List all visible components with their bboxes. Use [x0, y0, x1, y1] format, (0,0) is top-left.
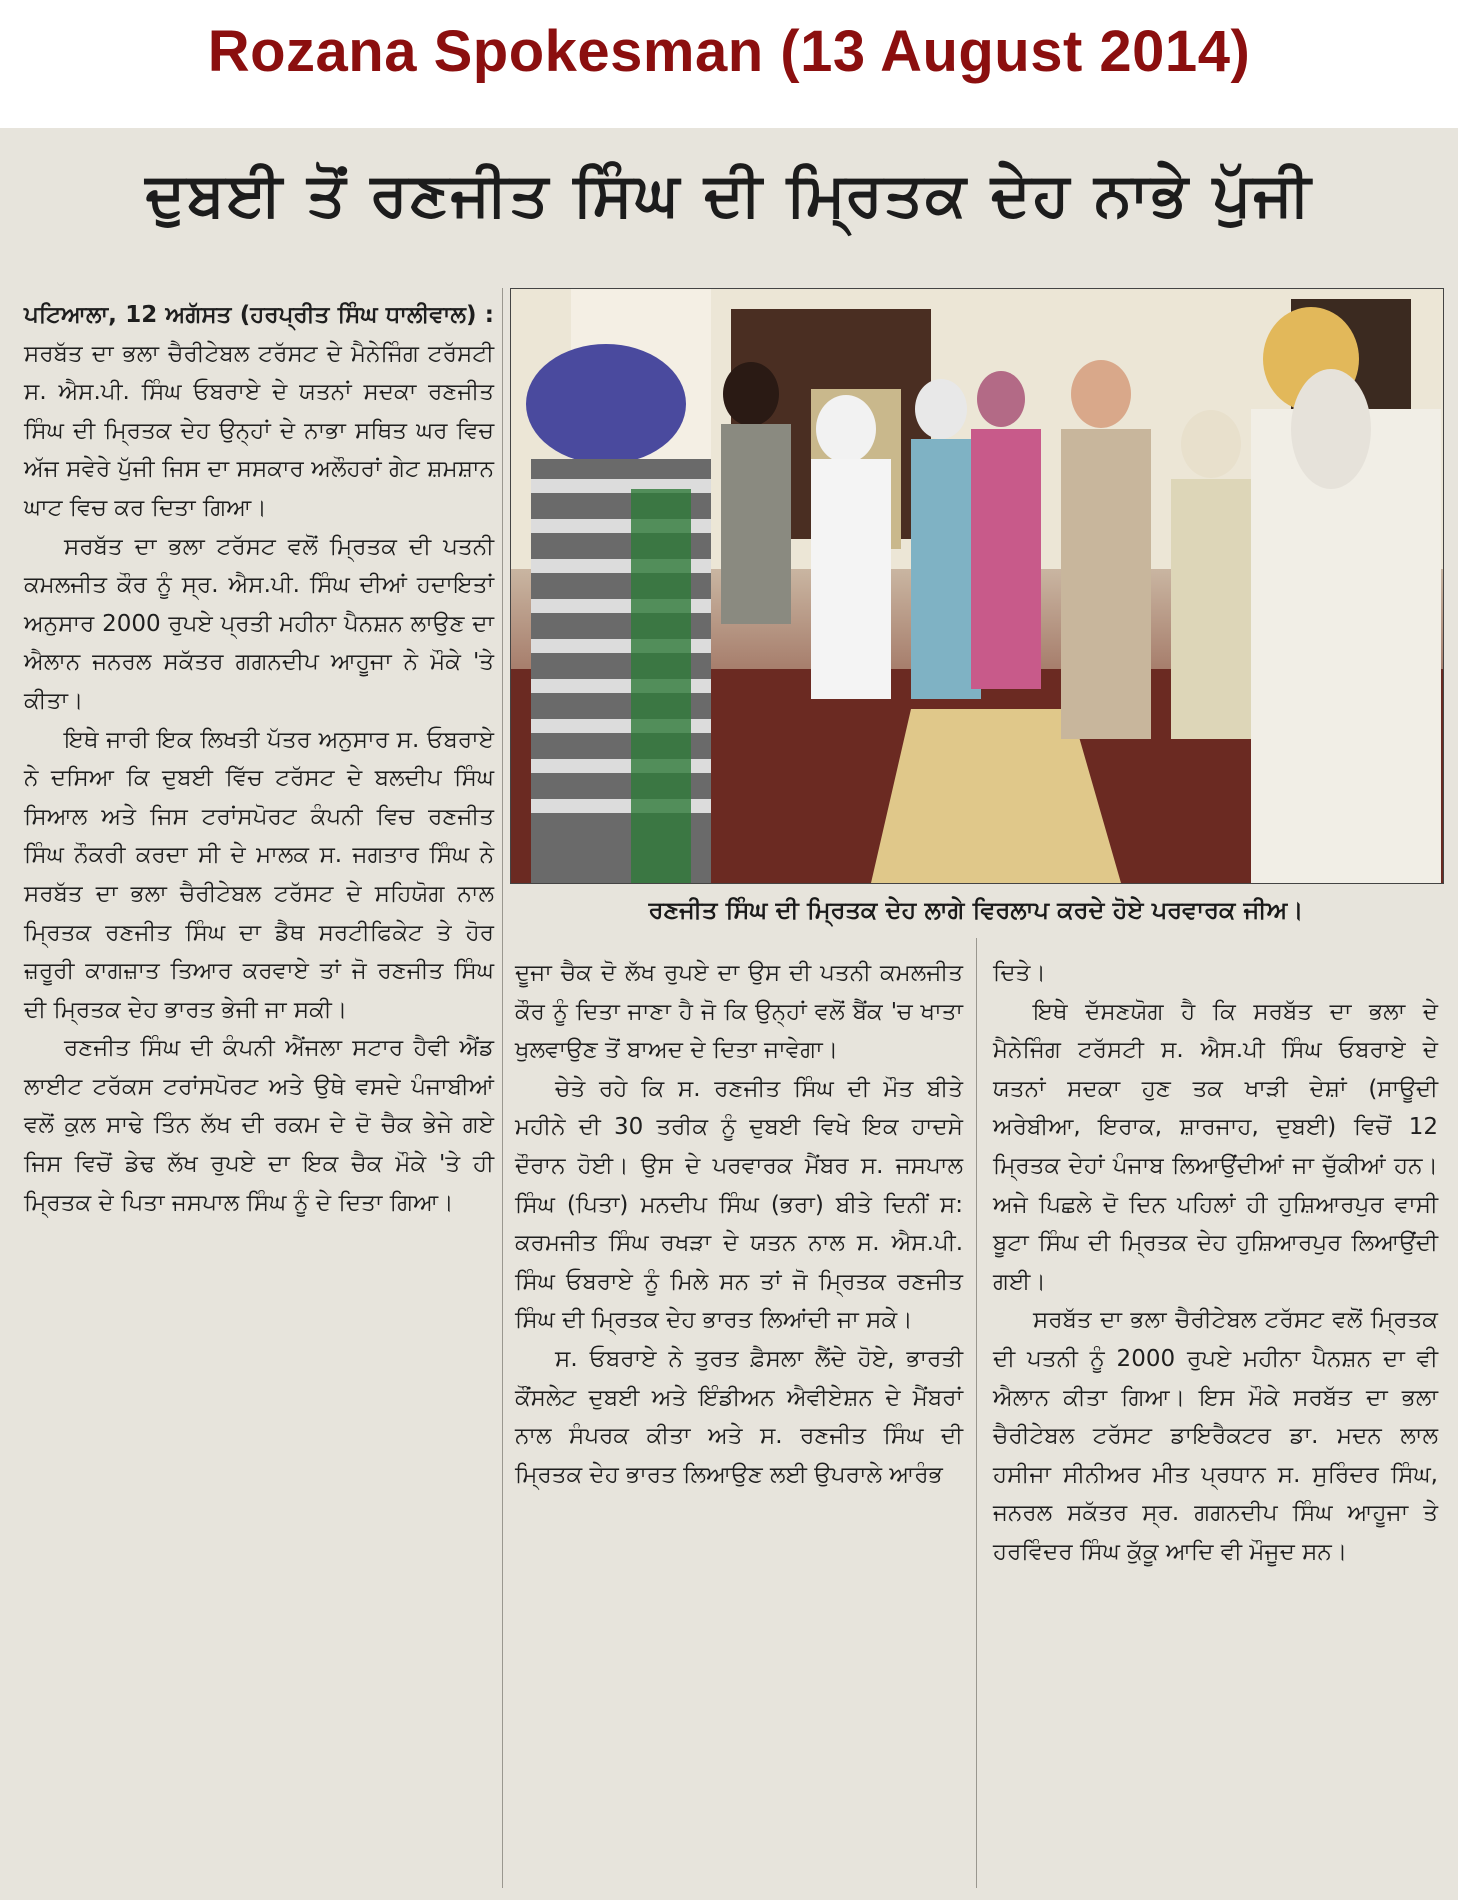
- paragraph-text: ਸਰਬੱਤ ਦਾ ਭਲਾ ਚੈਰੀਟੇਬਲ ਟਰੱਸਟ ਦੇ ਮੈਨੇਜਿੰਗ ਟਰੱਸਟੀ ਸ. ਐਸ.ਪੀ. ਸਿੰਘ ਓਬਰਾਏ ਦੇ ਯਤਨਾਂ ਸਦਕਾ ਰਣਜੀਤ ਸਿੰਘ ਦੀ ਮ੍ਰਿਤਕ ਦੇਹ ਉਨ੍ਹਾਂ ਦੇ ਨਾਭਾ ਸਥਿਤ ਘਰ ਵਿਚ ਅੱਜ ਸਵੇਰੇ ਪੁੱਜੀ ਜਿਸ ਦਾ ਸਸਕਾਰ ਅਲੌਹਰਾਂ ਗੇਟ ਸ਼ਮਸ਼ਾਨ ਘਾਟ ਵਿਚ ਕਰ ਦਿਤਾ ਗਿਆ।: [24, 340, 494, 521]
- source-title: Rozana Spokesman (13 August 2014): [207, 19, 1251, 84]
- column-divider: [502, 288, 503, 1888]
- article-column-2: [515, 954, 963, 1494]
- article-paragraph: ਦਿਤੇ।: [993, 960, 1046, 986]
- article-paragraph: ਇਥੇ ਦੱਸਣਯੋਗ ਹੈ ਕਿ ਸਰਬੱਤ ਦਾ ਭਲਾ ਦੇ ਮੈਨੇਜਿੰਗ ਟਰੱਸਟੀ ਸ. ਐਸ.ਪੀ ਸਿੰਘ ਓਬਰਾਏ ਦੇ ਯਤਨਾਂ ਸਦਕਾ ਹੁਣ ਤਕ ਖਾੜੀ ਦੇਸ਼ਾਂ (ਸਾਊਦੀ ਅਰੇਬੀਆ, ਇਰਾਕ, ਸ਼ਾਰਜਾਹ, ਦੁਬਈ) ਵਿਚੋਂ 12 ਮ੍ਰਿਤਕ ਦੇਹਾਂ ਪੰਜਾਬ ਲਿਆਉਂਦੀਆਂ ਜਾ ਚੁੱਕੀਆਂ ਹਨ। ਅਜੇ ਪਿਛਲੇ ਦੋ ਦਿਨ ਪਹਿਲਾਂ ਹੀ ਹੁਸ਼ਿਆਰਪੁਰ ਵਾਸੀ ਬੂਟਾ ਸਿੰਘ ਦੀ ਮ੍ਰਿਤਕ ਦੇਹ ਹੁਸ਼ਿਆਰਪੁਰ ਲਿਆਉਂਦੀ ਗਈ।: [993, 998, 1438, 1295]
- article-column-1: [24, 296, 494, 1222]
- article-paragraph: ਚੇਤੇ ਰਹੇ ਕਿ ਸ. ਰਣਜੀਤ ਸਿੰਘ ਦੀ ਮੌਤ ਬੀਤੇ ਮਹੀਨੇ ਦੀ 30 ਤਰੀਕ ਨੂੰ ਦੁਬਈ ਵਿਖੇ ਇਕ ਹਾਦਸੇ ਦੌਰਾਨ ਹੋਈ। ਉਸ ਦੇ ਪਰਵਾਰਕ ਮੈਂਬਰ ਸ. ਜਸਪਾਲ ਸਿੰਘ (ਪਿਤਾ) ਮਨਦੀਪ ਸਿੰਘ (ਭਰਾ) ਬੀਤੇ ਦਿਨੀਂ ਸ: ਕਰਮਜੀਤ ਸਿੰਘ ਰਖੜਾ ਦੇ ਯਤਨ ਨਾਲ ਸ. ਐਸ.ਪੀ. ਸਿੰਘ ਓਬਰਾਏ ਨੂੰ ਮਿਲੇ ਸਨ ਤਾਂ ਜੋ ਮ੍ਰਿਤਕ ਰਣਜੀਤ ਸਿੰਘ ਦੀ ਮ੍ਰਿਤਕ ਦੇਹ ਭਾਰਤ ਲਿਆਂਦੀ ਜਾ ਸਕੇ।: [515, 1075, 963, 1334]
- article-paragraph: ਇਥੇ ਜਾਰੀ ਇਕ ਲਿਖਤੀ ਪੱਤਰ ਅਨੁਸਾਰ ਸ. ਓਬਰਾਏ ਨੇ ਦਸਿਆ ਕਿ ਦੁਬਈ ਵਿੱਚ ਟਰੱਸਟ ਦੇ ਬਲਦੀਪ ਸਿੰਘ ਸਿਆਲ ਅਤੇ ਜਿਸ ਟਰਾਂਸਪੋਰਟ ਕੰਪਨੀ ਵਿਚ ਰਣਜੀਤ ਸਿੰਘ ਨੌਕਰੀ ਕਰਦਾ ਸੀ ਦੇ ਮਾਲਕ ਸ. ਜਗਤਾਰ ਸਿੰਘ ਨੇ ਸਰਬੱਤ ਦਾ ਭਲਾ ਚੈਰੀਟੇਬਲ ਟਰੱਸਟ ਦੇ ਸਹਿਯੋਗ ਨਾਲ ਮ੍ਰਿਤਕ ਰਣਜੀਤ ਸਿੰਘ ਦਾ ਡੈਥ ਸਰਟੀਫਿਕੇਟ ਤੇ ਹੋਰ ਜ਼ਰੂਰੀ ਕਾਗਜ਼ਾਤ ਤਿਆਰ ਕਰਵਾਏ ਤਾਂ ਜੋ ਰਣਜੀਤ ਸਿੰਘ ਦੀ ਮ੍ਰਿਤਕ ਦੇਹ ਭਾਰਤ ਭੇਜੀ ਜਾ ਸਕੀ।: [24, 726, 494, 1023]
- article-photo: [510, 288, 1444, 884]
- column-divider: [976, 938, 977, 1888]
- newspaper-clipping: [0, 128, 1458, 1900]
- article-paragraph: ਸ. ਓਬਰਾਏ ਨੇ ਤੁਰਤ ਫ਼ੈਸਲਾ ਲੈਂਦੇ ਹੋਏ, ਭਾਰਤੀ ਕੌਂਸਲੇਟ ਦੁਬਈ ਅਤੇ ਇੰਡੀਅਨ ਐਵੀਏਸ਼ਨ ਦੇ ਮੈਂਬਰਾਂ ਨਾਲ ਸੰਪਰਕ ਕੀਤਾ ਅਤੇ ਸ. ਰਣਜੀਤ ਸਿੰਘ ਦੀ ਮ੍ਰਿਤਕ ਦੇਹ ਭਾਰਤ ਲਿਆਉਣ ਲਈ ਉਪਰਾਲੇ ਆਰੰਭ: [515, 1345, 963, 1488]
- article-paragraph: [24, 296, 494, 528]
- article-paragraph: ਸਰਬੱਤ ਦਾ ਭਲਾ ਟਰੱਸਟ ਵਲੋਂ ਮ੍ਰਿਤਕ ਦੀ ਪਤਨੀ ਕਮਲਜੀਤ ਕੌਰ ਨੂੰ ਸ੍ਰ. ਐਸ.ਪੀ. ਸਿੰਘ ਦੀਆਂ ਹਦਾਇਤਾਂ ਅਨੁਸਾਰ 2000 ਰੁਪਏ ਪ੍ਰਤੀ ਮਹੀਨਾ ਪੈਨਸ਼ਨ ਲਾਉਣ ਦਾ ਐਲਾਨ ਜਨਰਲ ਸਕੱਤਰ ਗਗਨਦੀਪ ਆਹੂਜਾ ਨੇ ਮੌਕੇ 'ਤੇ ਕੀਤਾ।: [24, 533, 494, 714]
- article-paragraph: ਰਣਜੀਤ ਸਿੰਘ ਦੀ ਕੰਪਨੀ ਐਂਜਲਾ ਸਟਾਰ ਹੈਵੀ ਐਂਡ ਲਾਈਟ ਟਰੱਕਸ ਟਰਾਂਸਪੋਰਟ ਅਤੇ ਉਥੇ ਵਸਦੇ ਪੰਜਾਬੀਆਂ ਵਲੋਂ ਕੁਲ ਸਾਢੇ ਤਿੰਨ ਲੱਖ ਦੀ ਰਕਮ ਦੇ ਦੋ ਚੈਕ ਭੇਜੇ ਗਏ ਜਿਸ ਵਿਚੋਂ ਡੇਢ ਲੱਖ ਰੁਪਏ ਦਾ ਇਕ ਚੈਕ ਮੌਕੇ 'ਤੇ ਹੀ ਮ੍ਰਿਤਕ ਦੇ ਪਿਤਾ ਜਸਪਾਲ ਸਿੰਘ ਨੂੰ ਦੇ ਦਿਤਾ ਗਿਆ।: [24, 1035, 494, 1216]
- article-headline: ਦੁਬਈ ਤੋਂ ਰਣਜੀਤ ਸਿੰਘ ਦੀ ਮ੍ਰਿਤਕ ਦੇਹ ਨਾਭੇ ਪੁੱਜੀ: [145, 160, 1313, 230]
- mourners-photo-illustration: [511, 289, 1443, 883]
- article-paragraph: ਦੂਜਾ ਚੈਕ ਦੋ ਲੱਖ ਰੁਪਏ ਦਾ ਉਸ ਦੀ ਪਤਨੀ ਕਮਲਜੀਤ ਕੌਰ ਨੂੰ ਦਿਤਾ ਜਾਣਾ ਹੈ ਜੋ ਕਿ ਉਨ੍ਹਾਂ ਵਲੋਂ ਬੈਂਕ 'ਚ ਖਾਤਾ ਖੁਲਵਾਉਣ ਤੋਂ ਬਾਅਦ ਦੇ ਦਿਤਾ ਜਾਵੇਗਾ।: [515, 960, 963, 1064]
- article-paragraph: ਸਰਬੱਤ ਦਾ ਭਲਾ ਚੈਰੀਟੇਬਲ ਟਰੱਸਟ ਵਲੋਂ ਮ੍ਰਿਤਕ ਦੀ ਪਤਨੀ ਨੂੰ 2000 ਰੁਪਏ ਮਹੀਨਾ ਪੈਨਸ਼ਨ ਦਾ ਵੀ ਐਲਾਨ ਕੀਤਾ ਗਿਆ। ਇਸ ਮੌਕੇ ਸਰਬੱਤ ਦਾ ਭਲਾ ਚੈਰੀਟੇਬਲ ਟਰੱਸਟ ਡਾਇਰੈਕਟਰ ਡਾ. ਮਦਨ ਲਾਲ ਹਸੀਜਾ ਸੀਨੀਅਰ ਮੀਤ ਪ੍ਰਧਾਨ ਸ. ਸੁਰਿੰਦਰ ਸਿੰਘ, ਜਨਰਲ ਸਕੱਤਰ ਸ੍ਰ. ਗਗਨਦੀਪ ਸਿੰਘ ਆਹੂਜਾ ਤੇ ਹਰਵਿੰਦਰ ਸਿੰਘ ਕੁੱਕੂ ਆਦਿ ਵੀ ਮੌਜੂਦ ਸਨ।: [993, 1307, 1438, 1565]
- article-dateline: ਪਟਿਆਲਾ, 12 ਅਗੱਸਤ (ਹਰਪ੍ਰੀਤ ਸਿੰਘ ਧਾਲੀਵਾਲ) :: [24, 302, 494, 328]
- photo-caption: ਰਣਜੀਤ ਸਿੰਘ ਦੀ ਮ੍ਰਿਤਕ ਦੇਹ ਲਾਗੇ ਵਿਰਲਾਪ ਕਰਦੇ ਹੋਏ ਪਰਵਾਰਕ ਜੀਅ।: [648, 896, 1304, 924]
- article-column-3: [993, 954, 1438, 1572]
